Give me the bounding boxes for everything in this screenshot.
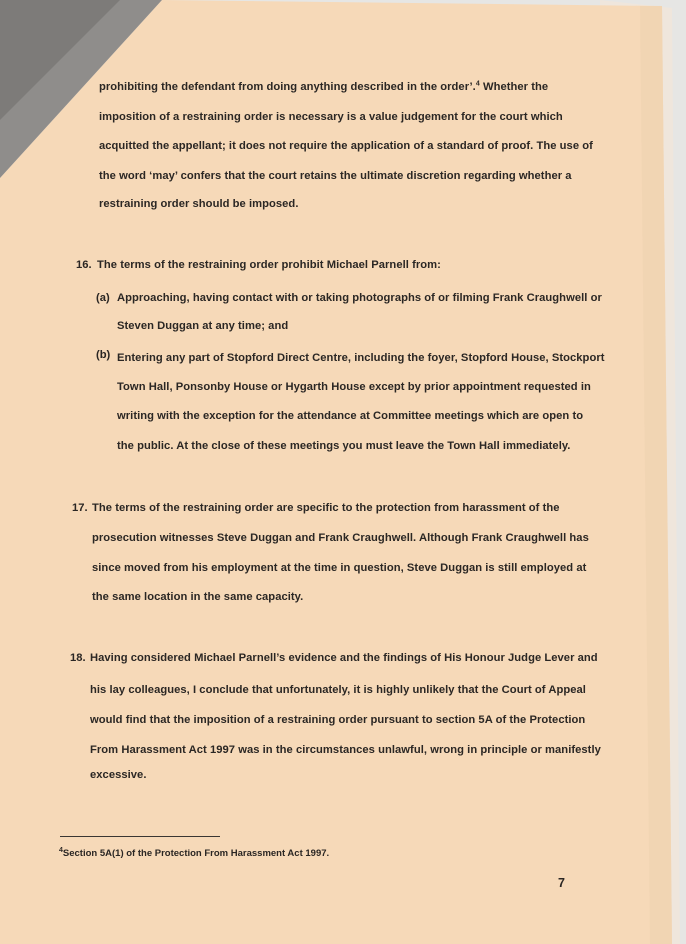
footnote [59,848,329,859]
footnote-ref-4: 4 [475,80,480,88]
para18-line-2: his lay colleagues, I conclude that unfortunately, it is highly unlikely that the Court of Appeal [90,684,586,696]
footnote-marker: 4 [59,846,63,854]
para16-item-b-line-3: writing with the exception for the attendance at Committee meetings which are open to [117,410,584,422]
para18-number: 18. [70,652,86,664]
para16-item-b-line-1: Entering any part of Stopford Direct Centre, including the foyer, Stopford House, Stockport [117,352,605,364]
page-number: 7 [558,876,565,890]
para16-item-a-label: (a) [96,292,110,304]
para16-item-a-line-1: Approaching, having contact with or taking photographs of or filming Frank Craughwell or [117,292,602,304]
para17-line-4: the same location in the same capacity. [92,591,304,603]
para15-line-2: imposition of a restraining order is necessary is a value judgement for the court which [99,111,563,123]
para15-line-5: restraining order should be imposed. [99,198,299,210]
para16-item-b-label: (b) [96,349,111,361]
para17-line-3: since moved from his employment at the time in question, Steve Duggan is still employed at [92,562,587,574]
para16-number: 16. [76,259,92,271]
para18-line-1: Having considered Michael Parnell’s evidence and the findings of His Honour Judge Lever and [90,652,598,664]
footnote-separator [60,836,220,837]
para16-item-b-line-4: the public. At the close of these meetings you must leave the Town Hall immediately. [117,440,571,452]
para17-line-2: prosecution witnesses Steve Duggan and Frank Craughwell. Although Frank Craughwell has [92,532,589,544]
para15-line-3: acquitted the appellant; it does not require the application of a standard of proof. The use of [99,140,593,152]
para15-line-1 [99,81,548,93]
footnote-text: Section 5A(1) of the Protection From Harassment Act 1997. [62,848,330,859]
para16-item-a-line-2: Steven Duggan at any time; and [117,320,289,332]
para15-line-1-tail: Whether the [479,81,549,93]
para18-line-4: From Harassment Act 1997 was in the circumstances unlawful, wrong in principle or manifestly [90,744,601,756]
para18-line-3: would find that the imposition of a restraining order pursuant to section 5A of the Protection [90,714,586,726]
para17-line-1: The terms of the restraining order are specific to the protection from harassment of the [92,502,560,514]
para18-line-5: excessive. [90,769,147,781]
para17-number: 17. [72,502,88,514]
para15-line-1-text: prohibiting the defendant from doing anything described in the order’. [99,81,476,93]
para16-item-b-line-2: Town Hall, Ponsonby House or Hygarth House except by prior appointment requested in [117,381,591,393]
para15-line-4: the word ‘may’ confers that the court retains the ultimate discretion regarding whether a [99,170,572,182]
para16-intro: The terms of the restraining order prohibit Michael Parnell from: [97,259,441,271]
